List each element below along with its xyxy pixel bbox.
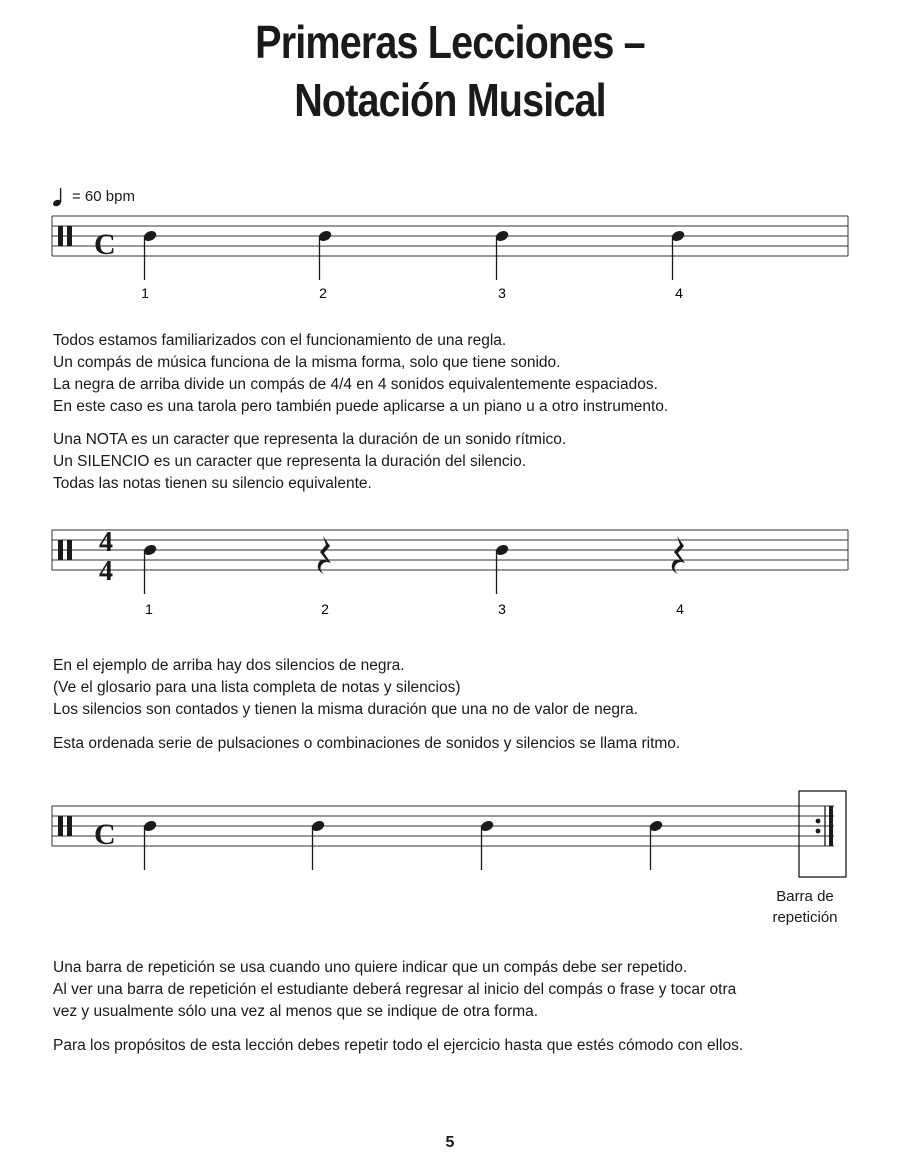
beat-count: 4: [676, 601, 684, 617]
beat-count: 3: [498, 285, 506, 301]
quarter-note-icon: [648, 819, 664, 870]
quarter-note-icon: [310, 819, 326, 870]
paragraph-line: Una NOTA es un caracter que representa la duración de un sonido rítmico.: [53, 431, 567, 448]
paragraph-line: La negra de arriba divide un compás de 4/4 en 4 sonidos equivalentemente espaciados.: [53, 376, 658, 393]
paragraph-line: En este caso es una tarola pero también puede aplicarse a un piano u a otro instrumento.: [53, 398, 669, 415]
paragraph-lesson-purpose: [53, 1035, 743, 1057]
paragraph-repeat-explanation: [53, 957, 736, 1023]
beat-count: 2: [319, 285, 327, 301]
beat-count: 1: [145, 601, 153, 617]
paragraph-line: Para los propósitos de esta lección debes repetir todo el ejercicio hasta que estés cómodo con ellos.: [53, 1037, 744, 1054]
repeat-bar-icon: [799, 791, 846, 877]
quarter-note-icon: [479, 819, 495, 870]
paragraph-line: Un compás de música funciona de la misma forma, solo que tiene sonido.: [53, 354, 561, 371]
time-signature-bottom: 4: [99, 556, 113, 587]
tempo-value: = 60 bpm: [72, 187, 135, 205]
paragraph-line: Todos estamos familiarizados con el funcionamiento de una regla.: [53, 332, 507, 349]
paragraph-line: En el ejemplo de arriba hay dos silencios de negra.: [53, 657, 405, 674]
paragraph-line: Todas las notas tienen su silencio equivalente.: [53, 475, 372, 492]
paragraph-line: Un SILENCIO es un caracter que representa la duración del silencio.: [53, 453, 526, 470]
paragraph-line: (Ve el glosario para una lista completa de notas y silencios): [53, 679, 461, 696]
paragraph-line: Una barra de repetición se usa cuando uno quiere indicar que un compás debe ser repetido.: [53, 959, 688, 976]
beat-count: 4: [675, 285, 683, 301]
repeat-bar-label-line: Barra de: [776, 888, 834, 905]
repeat-bar-label-line: repetición: [772, 909, 838, 926]
time-signature-top: 4: [99, 527, 113, 558]
staff-3-lines: [52, 806, 834, 846]
paragraph-line: vez y usualmente sólo una vez al menos que se indique de otra forma.: [53, 1003, 539, 1020]
beat-count: 3: [498, 601, 506, 617]
common-time-signature: C: [94, 818, 116, 851]
repeat-bar-label: [760, 886, 850, 928]
beat-count: 2: [321, 601, 329, 617]
page-number: 5: [445, 1134, 455, 1151]
quarter-note-icon: [142, 819, 158, 870]
paragraph-line: Esta ordenada serie de pulsaciones o combinaciones de sonidos y silencios se llama ritmo.: [53, 735, 681, 752]
page-title-line-1: Primeras Lecciones –: [255, 16, 645, 68]
page-title-line-2: Notación Musical: [294, 74, 606, 126]
beat-count: 1: [141, 285, 149, 301]
paragraph-line: Los silencios son contados y tienen la misma duración que una no de valor de negra.: [53, 701, 639, 718]
paragraph-line: Al ver una barra de repetición el estudiante deberá regresar al inicio del compás o frase y tocar otra: [53, 981, 737, 998]
common-time-signature: C: [94, 228, 116, 261]
